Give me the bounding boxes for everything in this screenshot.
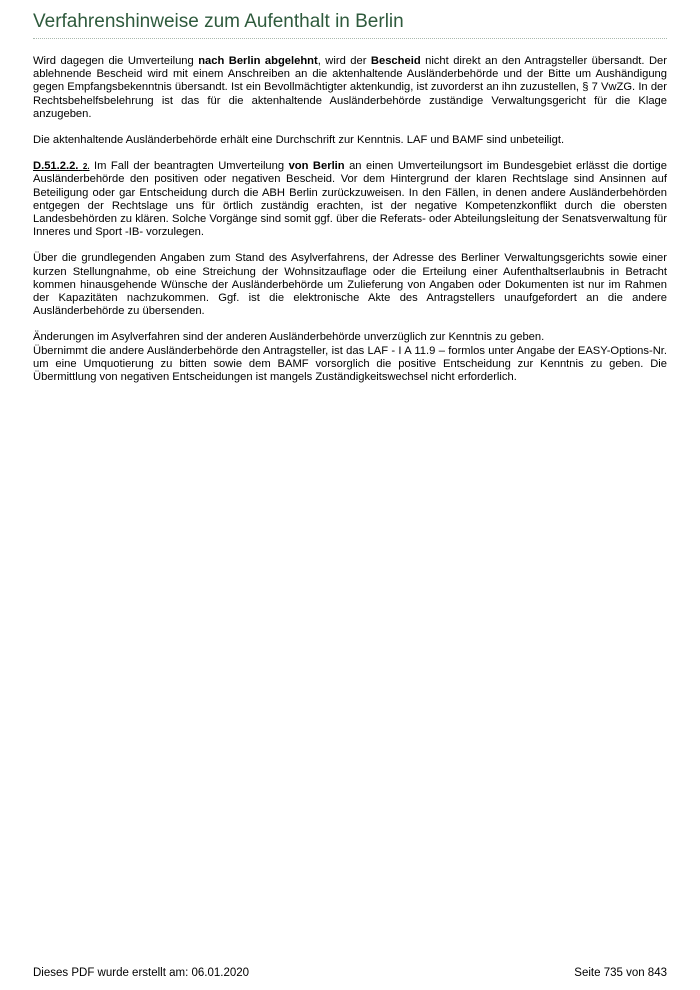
page-number: Seite 735 von 843 — [574, 967, 667, 979]
section-reference-sub: 2. — [82, 162, 90, 172]
paragraph-text: Im Fall der beantragten Umverteilung — [89, 160, 289, 173]
page-header — [33, 10, 667, 39]
paragraph-copy-notice: Die aktenhaltende Ausländerbehörde erhält eine Durchschrift zur Kenntnis. LAF und BAMF sind unbeteiligt. — [33, 134, 565, 147]
paragraph-text: nicht direkt an den Antragsteller übersandt. Der ablehnende Bescheid wird mit einem Anschreiben an die aktenhaltende Ausländerbehörde und der Bitte um Aushändigung gegen Empfangsbekenntnis übersandt. Ist ein Bevollmächtigter aktenkundig, ist zuvorderst an ihn zuzustellen, § 7 VwZG. In der Rechtsbehelfsbelehrung ist das für die aktenhaltende Ausländerbehörde zuständige Verwaltungsgericht für die Klage anzugeben. — [33, 55, 667, 120]
section-reference-main: D.51.2.2. — [33, 160, 79, 173]
emphasis-rejected: nach Berlin abgelehnt — [198, 55, 318, 67]
paragraph-basic-information: Über die grundlegenden Angaben zum Stand des Asylverfahrens, der Adresse des Berliner Verwaltungsgerichts sowie einer kurzen Stellungnahme, ob eine Streichung der Wohnsitzauflage oder die Erteilung einer Aufenthaltserlaubnis in Betracht kommen hinausgehende Wünsche der Ausländerbehörde um Zulieferung von Angaben oder Dokumenten ist nur im Rahmen der Kapazitäten nachzukommen. Ggf. ist die elektronische Akte des Antragstellers unaufgefordert an die andere Ausländerbehörde zu übersenden. — [33, 252, 667, 318]
paragraph-section-d51222 — [33, 160, 667, 239]
paragraph-changes: Änderungen im Asylverfahren sind der anderen Ausländerbehörde unverzüglich zur Kenntnis zu geben. — [33, 331, 545, 344]
section-reference — [33, 160, 90, 172]
paragraph-text: Wird dagegen die Umverteilung — [33, 55, 199, 67]
emphasis-from-berlin: von Berlin — [288, 160, 345, 173]
paragraph-takeover: Übernimmt die andere Ausländerbehörde den Antragsteller, ist das LAF - I A 11.9 – formlos unter Angabe der EASY-Options-Nr. um eine Umquotierung zu bitten sowie dem BAMF vorsorglich die positive Entscheidung zur Kenntnis zu geben. Die Übermittlung von negativen Entscheidungen ist mangels Zuständigkeitswechsel nicht erforderlich. — [33, 344, 667, 384]
creation-date: Dieses PDF wurde erstellt am: 06.01.2020 — [33, 967, 250, 979]
page-title: Verfahrenshinweise zum Aufenthalt in Berlin — [33, 11, 404, 32]
paragraph-text: , wird der — [317, 55, 371, 67]
document-body — [33, 55, 667, 397]
paragraph-text: an einen Umverteilungsort im Bundesgebiet erlässt die dortige Ausländerbehörde den positiven oder negativen Bescheid. Vor dem Hintergrund der klaren Rechtslage sind Ansinnen auf Beteiligung oder gar Entscheidung durch die ABH Berlin zurückzuweisen. In den Fällen, in denen andere Ausländerbehörden entgegen der Rechtslage uns für örtlich zuständig erachten, ist der negative Kompetenzkonflikt durch die obersten Landesbehörden zu klären. Solche Vorgänge sind somit ggf. über die Referats- oder Abteilungsleitung der Senatsverwaltung für Inneres und Sport -IB- vorzulegen. — [33, 160, 668, 239]
emphasis-notice: Bescheid — [370, 55, 421, 67]
paragraph-rejection-notice — [33, 55, 667, 121]
